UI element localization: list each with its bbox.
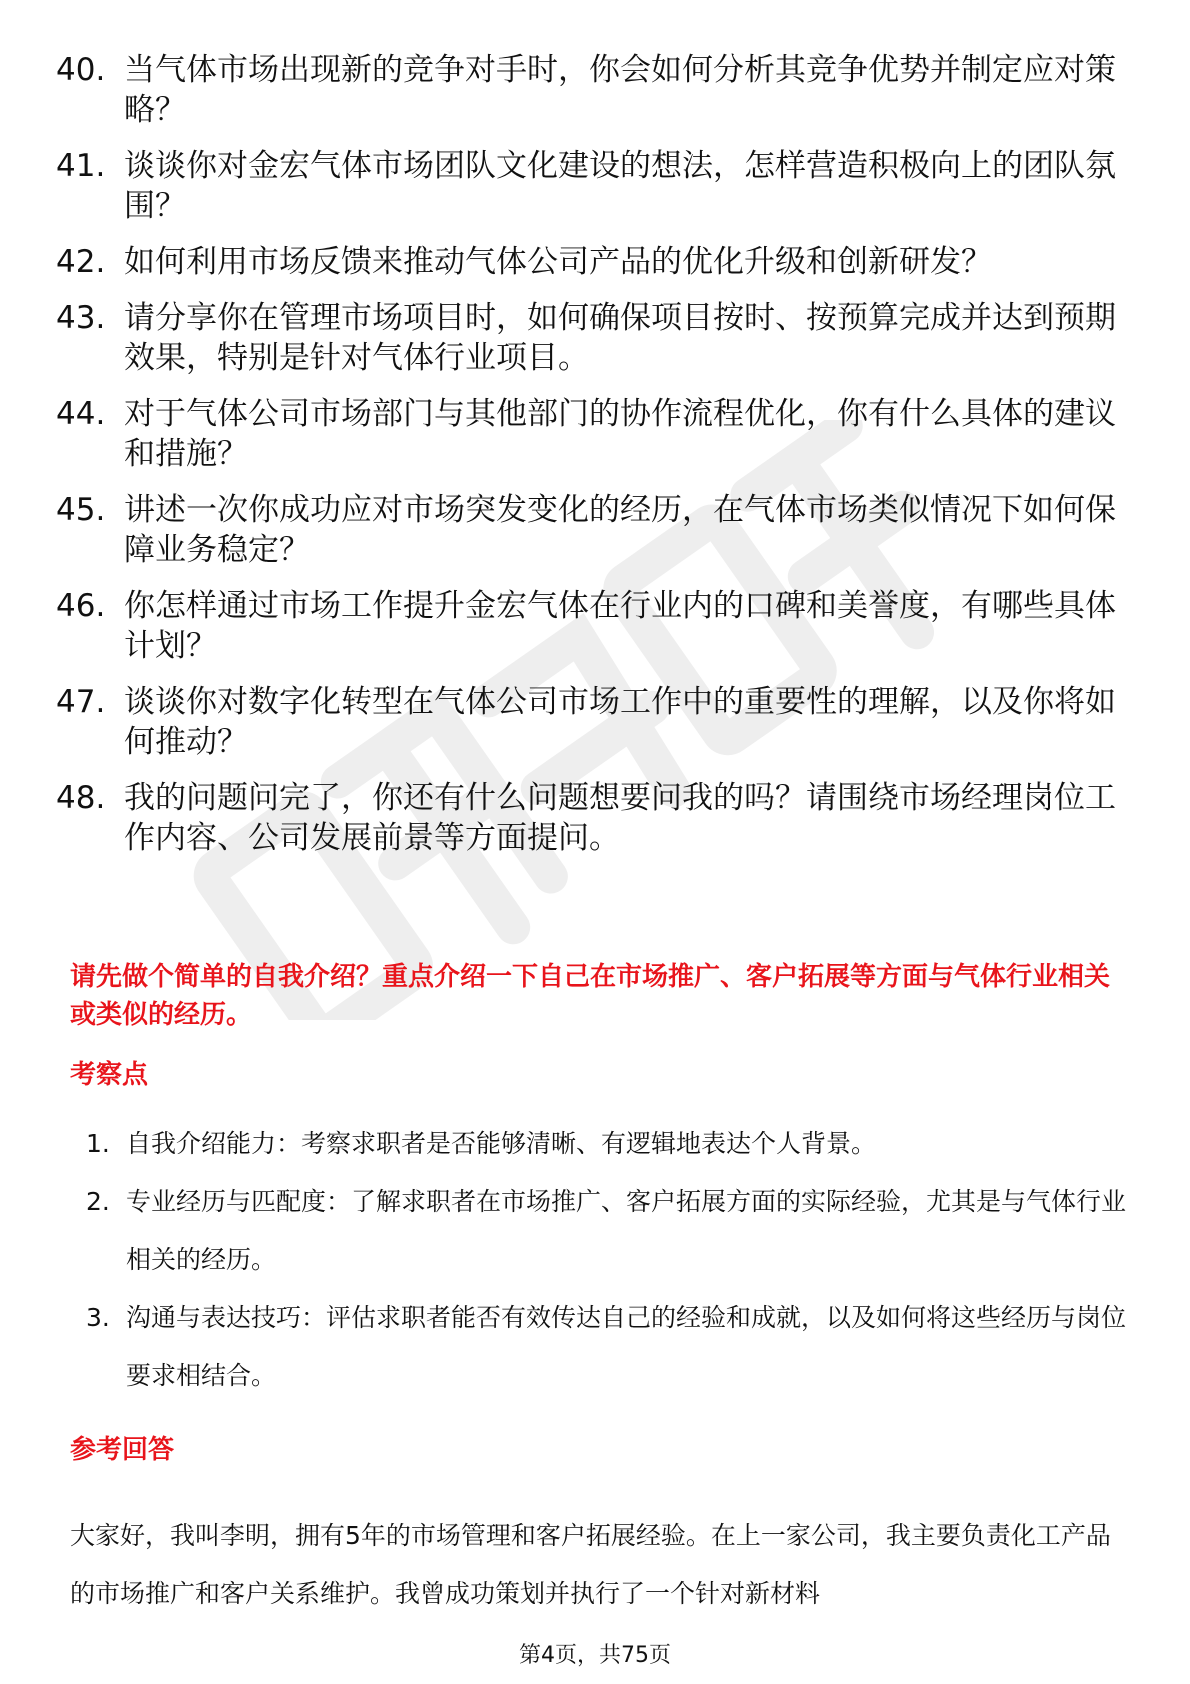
question-item — [56, 394, 1116, 474]
focus-point-item — [86, 1173, 1126, 1289]
question-item — [56, 490, 1116, 570]
question-number: 43. — [56, 300, 106, 336]
question-item — [56, 586, 1116, 666]
focus-point-number: 3. — [86, 1303, 110, 1332]
reference-answer-label: 参考回答 — [70, 1435, 175, 1465]
question-text: 你怎样通过市场工作提升金宏气体在行业内的口碑和美誉度，有哪些具体计划？ — [124, 588, 1116, 664]
question-text: 谈谈你对数字化转型在气体公司市场工作中的重要性的理解，以及你将如何推动？ — [124, 684, 1116, 760]
question-number: 40. — [56, 52, 106, 88]
question-text: 对于气体公司市场部门与其他部门的协作流程优化，你有什么具体的建议和措施？ — [124, 396, 1116, 472]
question-text: 我的问题问完了，你还有什么问题想要问我的吗？请围绕市场经理岗位工作内容、公司发展前景等方面提问。 — [124, 780, 1116, 856]
question-item — [56, 298, 1116, 378]
focus-point-item — [86, 1289, 1126, 1405]
question-text: 谈谈你对金宏气体市场团队文化建设的想法，怎样营造积极向上的团队氛围？ — [124, 148, 1116, 224]
question-text: 当气体市场出现新的竞争对手时，你会如何分析其竞争优势并制定应对策略？ — [124, 52, 1116, 128]
question-text: 讲述一次你成功应对市场突发变化的经历，在气体市场类似情况下如何保障业务稳定？ — [124, 492, 1116, 568]
question-number: 41. — [56, 148, 106, 184]
question-item — [56, 146, 1116, 226]
focus-point-number: 1. — [86, 1129, 110, 1158]
question-number: 45. — [56, 492, 106, 528]
section-heading: 请先做个简单的自我介绍？重点介绍一下自己在市场推广、客户拓展等方面与气体行业相关或类似的经历。 — [70, 962, 1111, 1030]
question-number: 48. — [56, 780, 106, 816]
question-number: 47. — [56, 684, 106, 720]
question-item — [56, 50, 1116, 130]
question-text: 如何利用市场反馈来推动气体公司产品的优化升级和创新研发？ — [124, 244, 992, 280]
focus-point-text: 自我介绍能力：考察求职者是否能够清晰、有逻辑地表达个人背景。 — [126, 1129, 877, 1158]
reference-answer-text: 大家好，我叫李明，拥有5年的市场管理和客户拓展经验。在上一家公司，我主要负责化工产品的市场推广和客户关系维护。我曾成功策划并执行了一个针对新材料 — [70, 1521, 1111, 1608]
focus-point-item — [86, 1115, 1126, 1173]
question-number: 46. — [56, 588, 106, 624]
question-text: 请分享你在管理市场项目时，如何确保项目按时、按预算完成并达到预期效果，特别是针对气体行业项目。 — [124, 300, 1116, 376]
question-item — [56, 682, 1116, 762]
question-item — [56, 778, 1116, 858]
focus-point-text: 沟通与表达技巧：评估求职者能否有效传达自己的经验和成就，以及如何将这些经历与岗位要求相结合。 — [126, 1303, 1127, 1390]
focus-points-label: 考察点 — [70, 1060, 149, 1090]
question-item — [56, 242, 1116, 282]
focus-point-number: 2. — [86, 1187, 110, 1216]
question-number: 44. — [56, 396, 106, 432]
focus-point-text: 专业经历与匹配度：了解求职者在市场推广、客户拓展方面的实际经验，尤其是与气体行业相关的经历。 — [126, 1187, 1127, 1274]
page-number: 第4页，共75页 — [519, 1643, 671, 1668]
question-number: 42. — [56, 244, 106, 280]
